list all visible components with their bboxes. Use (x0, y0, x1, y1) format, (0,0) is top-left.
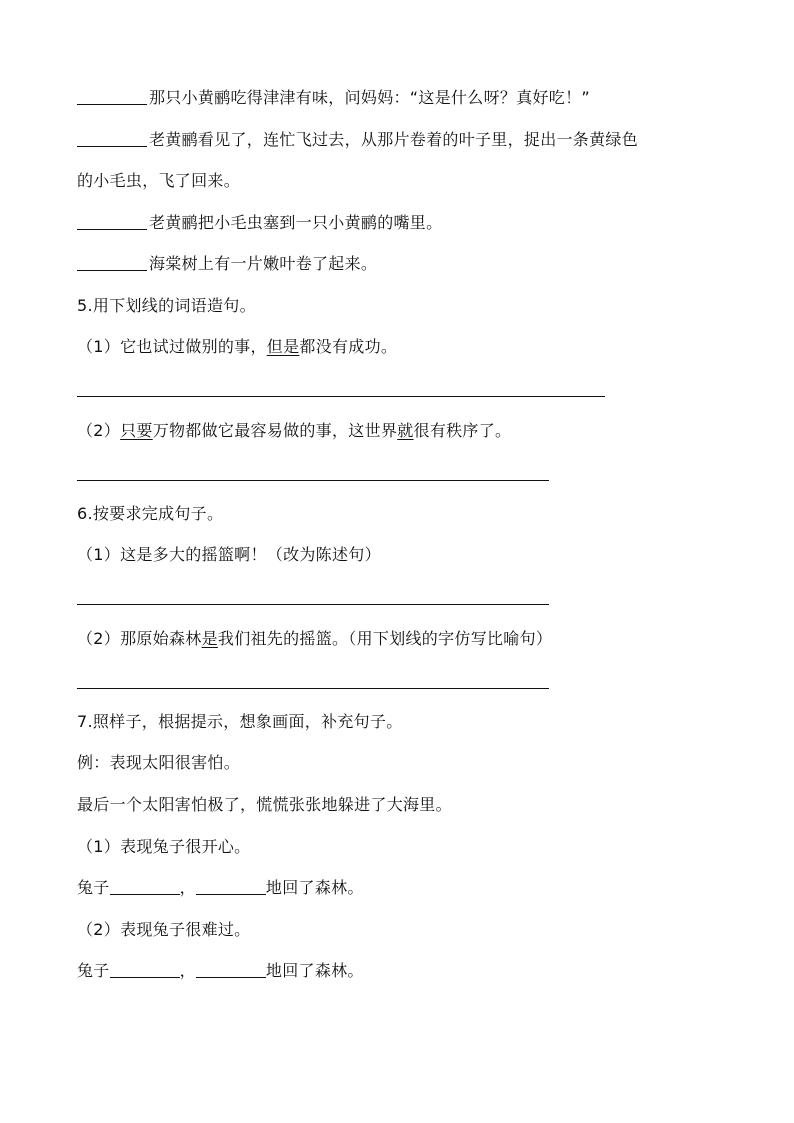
q7-fill-1-blank-1[interactable] (110, 878, 180, 895)
order-blank-4[interactable] (77, 254, 147, 271)
q6-sentence-1: （1）这是多大的摇篮啊！（改为陈述句） (77, 545, 381, 564)
q7-fill-2-start: 兔子 (77, 961, 110, 980)
order-item-4-text: 海棠树上有一片嫩叶卷了起来。 (149, 254, 378, 273)
order-blank-1[interactable] (77, 88, 147, 105)
q7-fill-2-blank-2[interactable] (196, 961, 266, 978)
q5-s2-post: 很有秩序了。 (413, 421, 512, 440)
q5-answer-line-2[interactable] (77, 480, 549, 481)
order-item-3-text: 老黄鹂把小毛虫塞到一只小黄鹂的嘴里。 (149, 213, 443, 232)
order-item-3 (77, 212, 442, 234)
order-item-2-continued: 的小毛虫，飞了回来。 (77, 171, 241, 190)
q5-s2-pre: （2） (77, 421, 121, 440)
q7-fill-1-end: 地回了森林。 (265, 878, 364, 897)
q7-fill-1 (77, 877, 364, 899)
order-blank-3[interactable] (77, 213, 147, 230)
order-item-2-text: 老黄鹂看见了，连忙飞过去，从那片卷着的叶子里，捉出一条黄绿色 (149, 130, 639, 149)
q7-fill-2-comma: ， (179, 961, 196, 980)
q5-sentence-2 (77, 420, 511, 442)
q7-fill-2 (77, 960, 364, 982)
q6-s2-underlined: 是 (201, 629, 218, 648)
q7-fill-1-blank-2[interactable] (196, 878, 266, 895)
order-blank-2[interactable] (77, 130, 147, 147)
order-item-4 (77, 253, 377, 275)
q6-sentence-2 (77, 628, 552, 650)
q7-example-sentence: 最后一个太阳害怕极了，慌慌张张地躲进了大海里。 (77, 795, 452, 814)
q7-example-label: 例：表现太阳很害怕。 (77, 753, 241, 772)
q6-answer-line-1[interactable] (77, 604, 549, 605)
q5-s2-underlined-1: 只要 (120, 421, 153, 440)
q5-sentence-1 (77, 336, 397, 358)
q7-prompt-2: （2）表现兔子很难过。 (77, 920, 251, 939)
q7-title: 7.照样子，根据提示，想象画面，补充句子。 (77, 712, 403, 731)
q7-fill-1-comma: ， (179, 878, 196, 897)
q7-fill-1-start: 兔子 (77, 878, 110, 897)
q5-title: 5.用下划线的词语造句。 (77, 296, 256, 315)
q5-s1-underlined: 但是 (266, 337, 300, 356)
q7-fill-2-blank-1[interactable] (110, 961, 180, 978)
order-item-2 (77, 129, 638, 151)
q6-answer-line-2[interactable] (77, 688, 549, 689)
q5-s2-underlined-2: 就 (397, 421, 414, 440)
q7-prompt-1: （1）表现兔子很开心。 (77, 837, 251, 856)
order-item-1-text: 那只小黄鹂吃得津津有味，问妈妈：“这是什么呀？真好吃！” (149, 88, 590, 107)
q5-s2-mid: 万物都做它最容易做的事，这世界 (152, 421, 398, 440)
q6-title: 6.按要求完成句子。 (77, 504, 224, 523)
q5-s1-pre: （1）它也试过做别的事， (77, 337, 267, 356)
q6-s2-post: 我们祖先的摇篮。（用下划线的字仿写比喻句） (217, 629, 553, 648)
q7-fill-2-end: 地回了森林。 (265, 961, 364, 980)
q6-s2-pre: （2）那原始森林 (77, 629, 202, 648)
q5-s1-post: 都没有成功。 (299, 337, 398, 356)
q5-answer-line-1[interactable] (77, 396, 605, 397)
order-item-1 (77, 87, 590, 109)
